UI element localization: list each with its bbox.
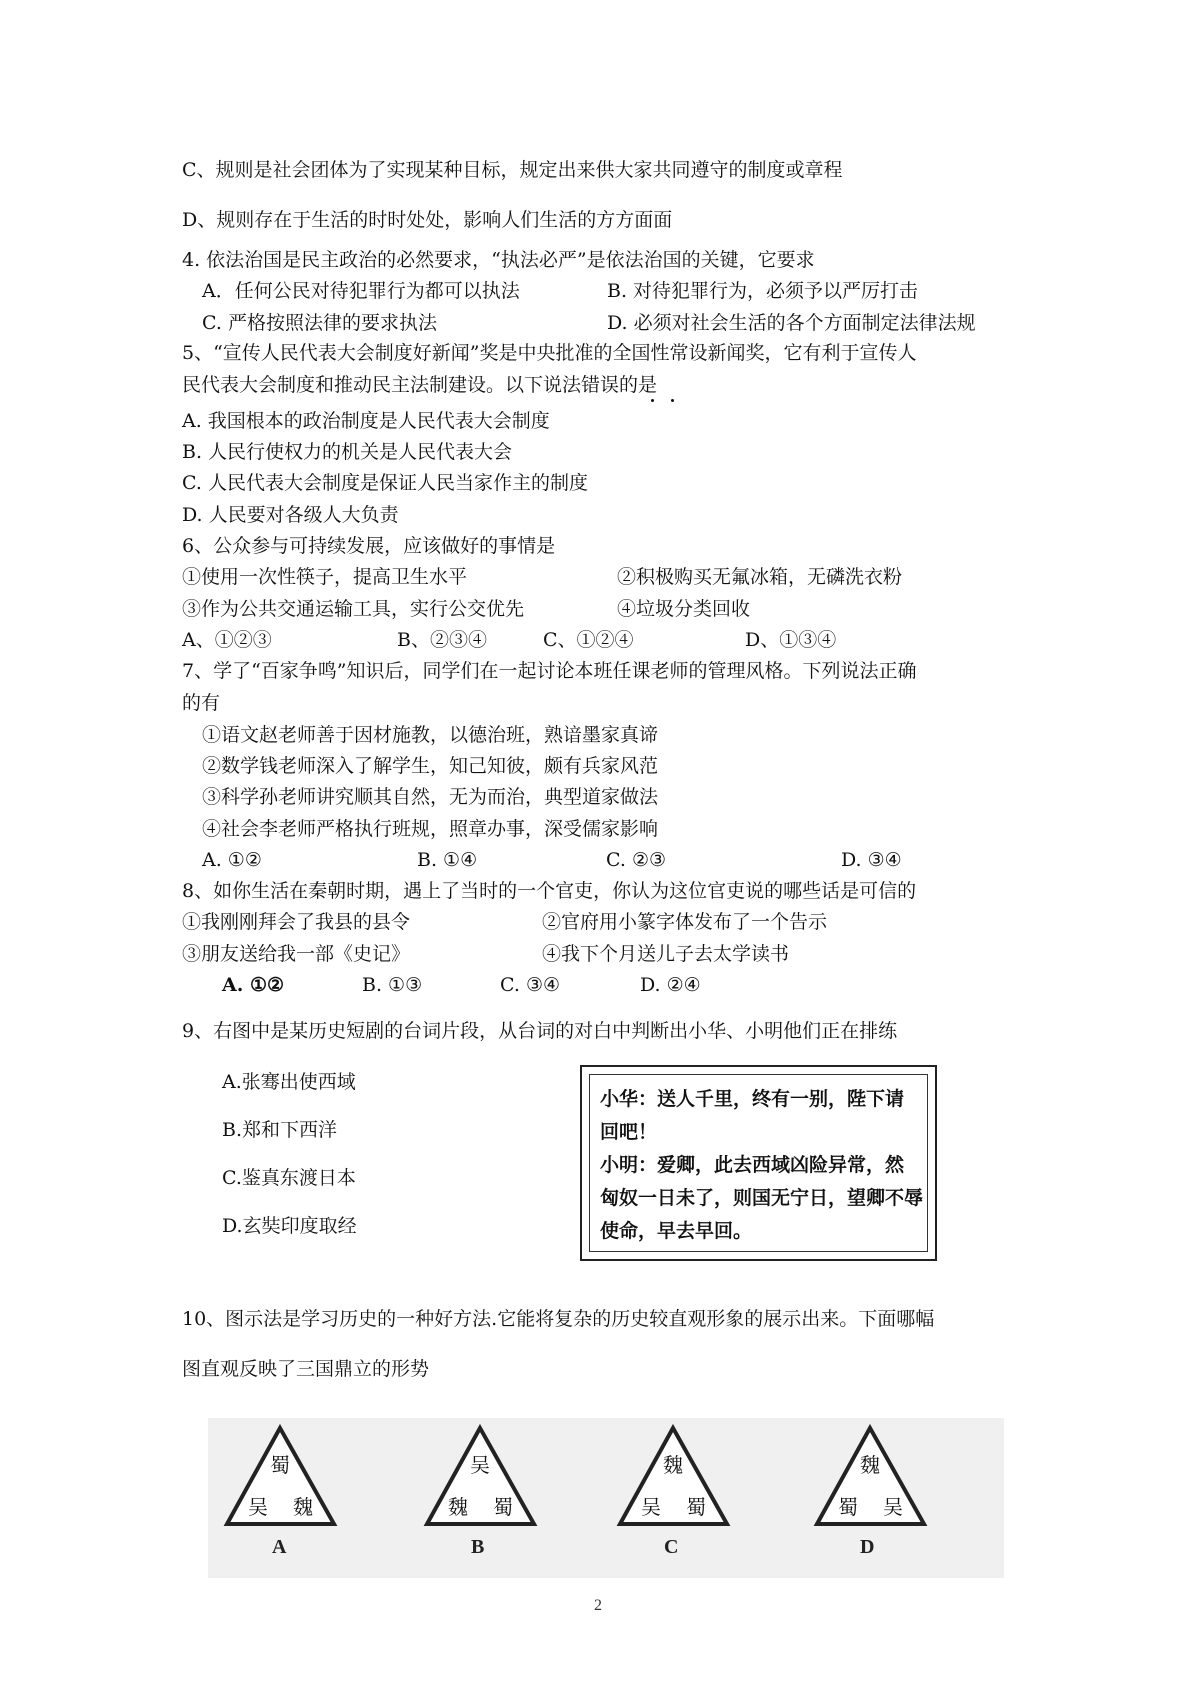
q8-item-3: ③朋友送给我一部《史记》 <box>182 943 411 965</box>
triangle-right-label: 吴 <box>883 1495 903 1519</box>
q7-stem-line2: 的有 <box>182 692 221 714</box>
q8-option-c: C. ③④ <box>500 974 561 996</box>
q6-item-3: ③作为公共交通运输工具，实行公交优先 <box>182 598 525 620</box>
q7-stem-line1: 7、学了“百家争鸣”知识后，同学们在一起讨论本班任课老师的管理风格。下列说法正确 <box>182 660 917 682</box>
page-number: 2 <box>594 1597 602 1614</box>
q6-option-c: C、①②④ <box>543 629 634 651</box>
triangle-caption: C <box>664 1536 679 1558</box>
dialogue-line: 匈奴一日未了，则国无宁日，望卿不辱 <box>600 1187 924 1209</box>
emphasis-dot <box>651 399 654 402</box>
triangle-left-label: 吴 <box>248 1495 268 1519</box>
triangle-left-label: 吴 <box>641 1495 661 1519</box>
triangle-left-label: 魏 <box>448 1495 468 1519</box>
q8-item-1: ①我刚刚拜会了我县的县令 <box>182 911 411 933</box>
q9-option-a: A.张骞出使西域 <box>222 1071 356 1093</box>
q5-stem-line2: 民代表大会制度和推动民主法制建设。以下说法错误的是 <box>182 374 658 396</box>
q8-option-d: D. ②④ <box>640 974 701 996</box>
q8-option-a: A. ①② <box>222 974 285 996</box>
q4-option-d: D. 必须对社会生活的各个方面制定法律法规 <box>607 312 976 334</box>
triangle-top-label: 魏 <box>663 1453 683 1477</box>
triangle-figures <box>208 1418 1004 1578</box>
triangle-diagram-d <box>813 1424 928 1528</box>
dialogue-text <box>589 1074 928 1252</box>
q3-option-c: C、规则是社会团体为了实现某种目标，规定出来供大家共同遵守的制度或章程 <box>182 159 843 181</box>
q7-option-b: B. ①④ <box>417 849 478 871</box>
q6-item-2: ②积极购买无氟冰箱，无磷洗衣粉 <box>617 566 903 588</box>
triangle-caption: A <box>272 1536 287 1558</box>
q6-stem: 6、公众参与可持续发展，应该做好的事情是 <box>182 535 556 557</box>
q4-stem: 4. 依法治国是民主政治的必然要求，“执法必严”是依法治国的关键，它要求 <box>182 249 815 271</box>
triangle-top-label: 吴 <box>470 1453 490 1477</box>
triangle-diagram-a <box>223 1424 338 1528</box>
q9-option-b: B.郑和下西洋 <box>222 1119 338 1141</box>
dialogue-line: 使命，早去早回。 <box>600 1220 753 1242</box>
q4-option-a: A．任何公民对待犯罪行为都可以执法 <box>202 280 520 302</box>
q6-option-b: B、②③④ <box>397 629 487 651</box>
q6-option-a: A、①②③ <box>182 629 272 651</box>
q7-item-2: ②数学钱老师深入了解学生，知己知彼，颇有兵家风范 <box>202 755 659 777</box>
q7-item-1: ①语文赵老师善于因材施教，以德治班，熟谙墨家真谛 <box>202 724 659 746</box>
q9-stem: 9、右图中是某历史短剧的台词片段，从台词的对白中判断出小华、小明他们正在排练 <box>182 1020 898 1042</box>
triangle-top-label: 蜀 <box>270 1453 290 1477</box>
dialogue-line: 回吧！ <box>600 1121 658 1143</box>
q10-stem-line1: 10、图示法是学习历史的一种好方法.它能将复杂的历史较直观形象的展示出来。下面哪幅 <box>182 1308 935 1330</box>
q10-stem-line2: 图直观反映了三国鼎立的形势 <box>182 1358 430 1380</box>
triangle-left-label: 蜀 <box>838 1495 858 1519</box>
q6-item-1: ①使用一次性筷子，提高卫生水平 <box>182 566 468 588</box>
q7-option-d: D. ③④ <box>841 849 902 871</box>
q5-option-b: B. 人民行使权力的机关是人民代表大会 <box>182 441 513 463</box>
dialogue-box <box>580 1065 937 1261</box>
q8-item-2: ②官府用小篆字体发布了一个告示 <box>542 911 828 933</box>
q5-option-c: C. 人民代表大会制度是保证人民当家作主的制度 <box>182 472 588 494</box>
q5-option-a: A. 我国根本的政治制度是人民代表大会制度 <box>182 410 550 432</box>
q8-option-b: B. ①③ <box>362 974 423 996</box>
dialogue-line: 小华：送人千里，终有一别，陛下请 <box>600 1088 905 1110</box>
q7-option-a: A. ①② <box>202 849 262 871</box>
q7-option-c: C. ②③ <box>606 849 667 871</box>
triangle-diagram-b <box>423 1424 538 1528</box>
triangle-caption: B <box>471 1536 485 1558</box>
triangle-right-label: 蜀 <box>686 1495 706 1519</box>
q5-stem-line1: 5、“宣传人民代表大会制度好新闻”奖是中央批准的全国性常设新闻奖，它有利于宣传人 <box>182 342 917 364</box>
q6-item-4: ④垃圾分类回收 <box>617 598 751 620</box>
q7-item-4: ④社会李老师严格执行班规，照章办事，深受儒家影响 <box>202 818 659 840</box>
q8-item-4: ④我下个月送儿子去太学读书 <box>542 943 790 965</box>
q7-item-3: ③科学孙老师讲究顺其自然，无为而治，典型道家做法 <box>202 786 659 808</box>
q4-option-c: C. 严格按照法律的要求执法 <box>202 312 437 334</box>
q4-option-b: B. 对待犯罪行为，必须予以严厉打击 <box>607 280 919 302</box>
triangle-diagram-c <box>616 1424 731 1528</box>
triangle-right-label: 魏 <box>293 1495 313 1519</box>
q6-option-d: D、①③④ <box>745 629 837 651</box>
triangle-right-label: 蜀 <box>493 1495 513 1519</box>
q3-option-d: D、规则存在于生活的时时处处，影响人们生活的方方面面 <box>182 209 673 231</box>
q5-option-d: D. 人民要对各级人大负责 <box>182 504 399 526</box>
dialogue-line: 小明：爱卿，此去西域凶险异常，然 <box>600 1154 905 1176</box>
triangle-caption: D <box>860 1536 875 1558</box>
q8-stem: 8、如你生活在秦朝时期，遇上了当时的一个官吏，你认为这位官吏说的哪些话是可信的 <box>182 880 917 902</box>
emphasis-dot <box>671 399 674 402</box>
q9-option-c: C.鉴真东渡日本 <box>222 1167 356 1189</box>
q9-option-d: D.玄奘印度取经 <box>222 1215 357 1237</box>
triangle-top-label: 魏 <box>860 1453 880 1477</box>
